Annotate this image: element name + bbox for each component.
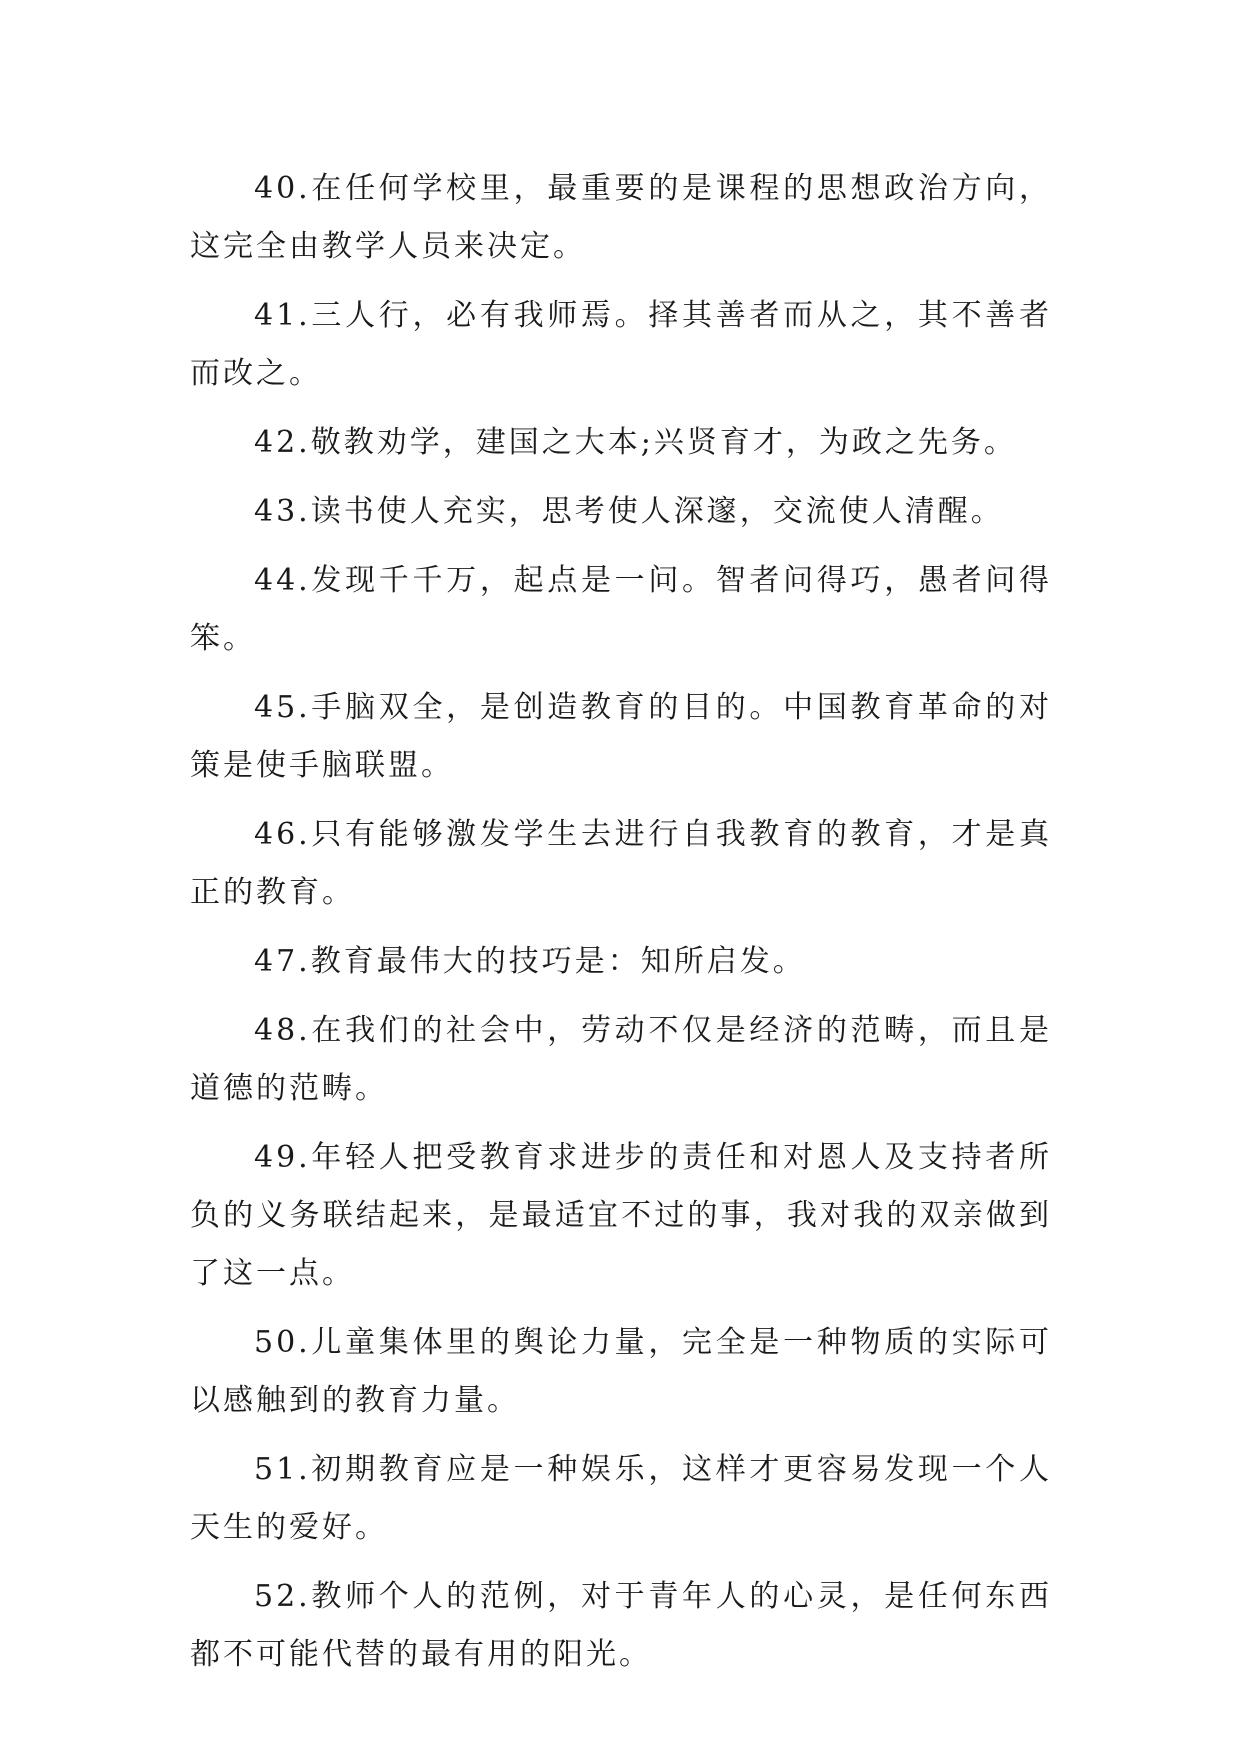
quote-45: 45.手脑双全，是创造教育的目的。中国教育革命的对策是使手脑联盟。 bbox=[190, 690, 1052, 783]
document-page bbox=[190, 160, 1052, 1695]
quote-50: 50.儿童集体里的舆论力量，完全是一种物质的实际可以感触到的教育力量。 bbox=[190, 1325, 1052, 1418]
quote-43: 43.读书使人充实，思考使人深邃，交流使人清醒。 bbox=[254, 494, 1004, 529]
quote-41: 41.三人行，必有我师焉。择其善者而从之，其不善者而改之。 bbox=[190, 298, 1052, 391]
quote-52: 52.教师个人的范例，对于青年人的心灵，是任何东西都不可能代替的最有用的阳光。 bbox=[190, 1579, 1052, 1672]
quote-51: 51.初期教育应是一种娱乐，这样才更容易发现一个人天生的爱好。 bbox=[190, 1452, 1052, 1545]
quote-44: 44.发现千千万，起点是一问。智者问得巧，愚者问得笨。 bbox=[190, 563, 1052, 656]
quote-48: 48.在我们的社会中，劳动不仅是经济的范畴，而且是道德的范畴。 bbox=[190, 1013, 1052, 1106]
quote-42: 42.敬教劝学，建国之大本;兴贤育才，为政之先务。 bbox=[254, 425, 1017, 460]
quote-46: 46.只有能够激发学生去进行自我教育的教育，才是真正的教育。 bbox=[190, 817, 1052, 910]
quote-40: 40.在任何学校里，最重要的是课程的思想政治方向，这完全由教学人员来决定。 bbox=[190, 171, 1052, 264]
quote-49: 49.年轻人把受教育求进步的责任和对恩人及支持者所负的义务联结起来，是最适宜不过的事，我对我的双亲做到了这一点。 bbox=[190, 1140, 1052, 1291]
quote-47: 47.教育最伟大的技巧是：知所启发。 bbox=[254, 944, 806, 979]
